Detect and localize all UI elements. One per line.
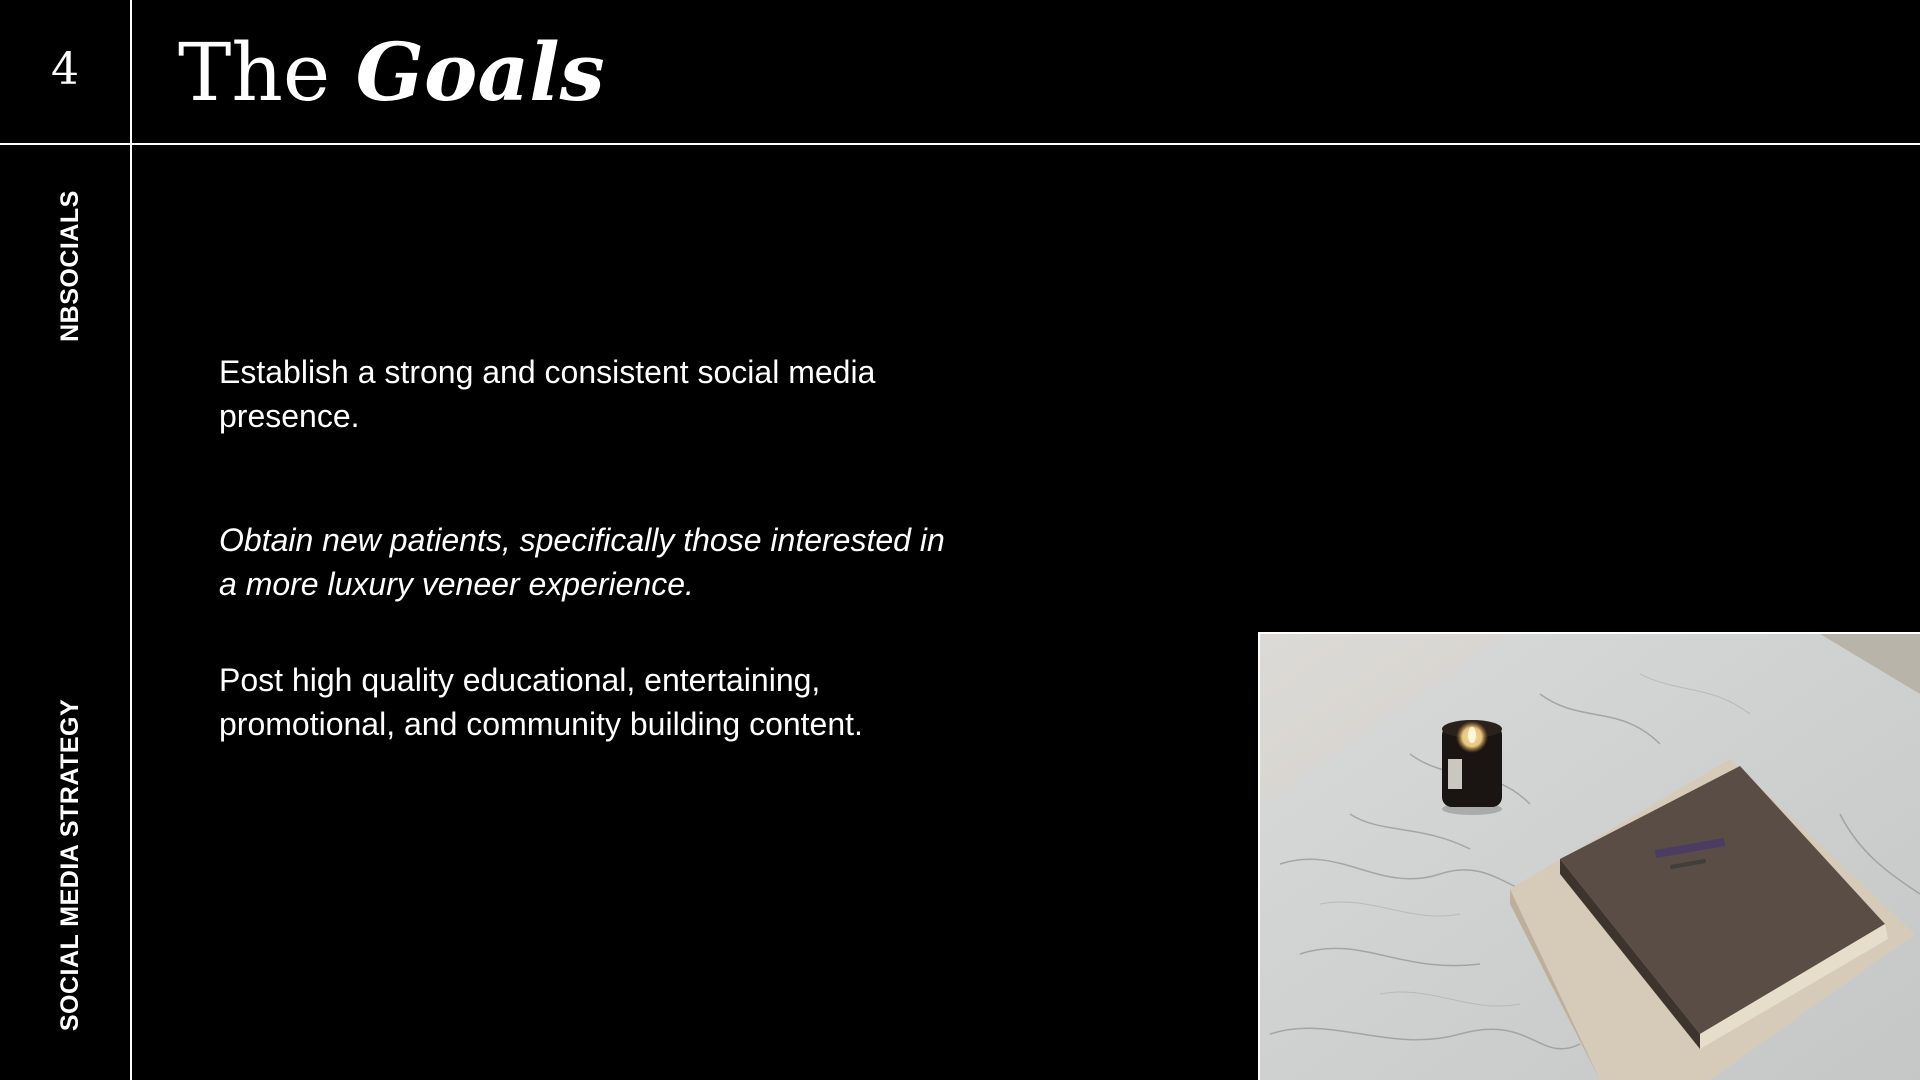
title-emphasis: Goals [355, 25, 605, 119]
section-label: SOCIAL MEDIA STRATEGY [56, 698, 84, 1032]
page-number: 4 [51, 44, 79, 95]
marble-table-photo [1258, 632, 1920, 1080]
goal-item: Obtain new patients, specifically those interested in a more luxury veneer experience. [219, 522, 945, 602]
vertical-divider [130, 0, 132, 1080]
title-regular: The [178, 26, 331, 119]
goal-item: Post high quality educational, entertaining, promotional, and community building content. [219, 662, 863, 742]
goal-item: Establish a strong and consistent social media presence. [219, 354, 876, 434]
horizontal-divider [0, 143, 1920, 145]
page-title [178, 22, 605, 123]
brand-label: NBSOCIALS [56, 190, 84, 342]
photo-illustration [1260, 634, 1920, 1080]
candle [1442, 720, 1502, 815]
